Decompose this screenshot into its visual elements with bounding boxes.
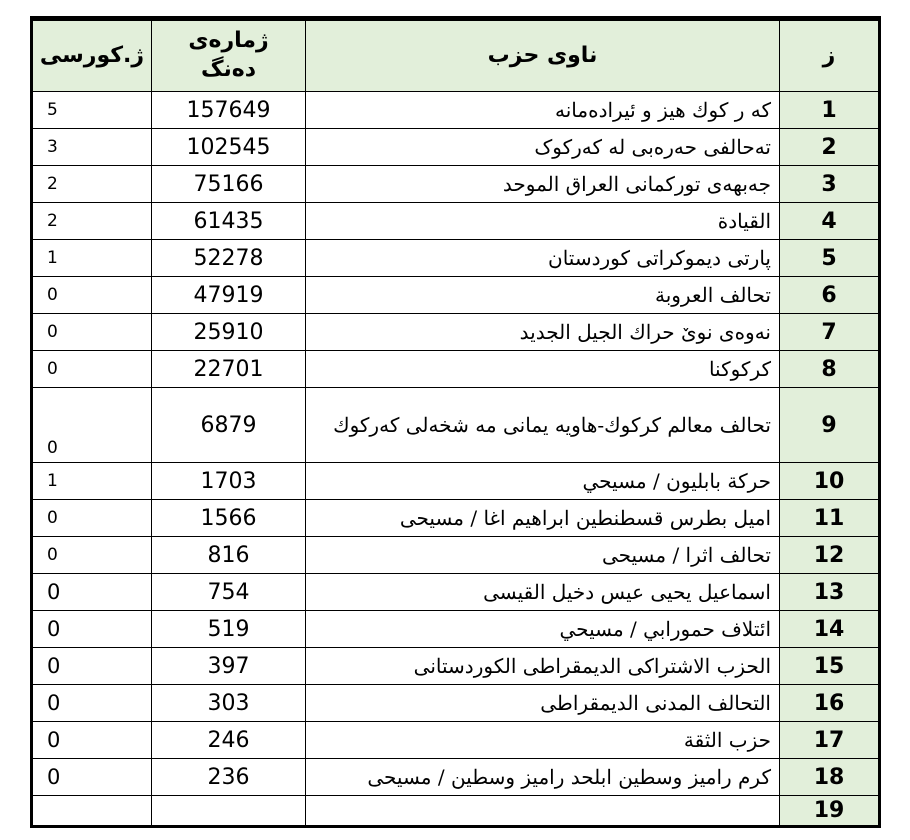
votes-cell[interactable]: 102545 xyxy=(152,129,306,166)
seats-cell[interactable]: 1 xyxy=(32,463,152,500)
seats-cell[interactable]: 0 xyxy=(32,388,152,463)
header-seats-cell[interactable]: ژ.كورسى xyxy=(32,19,152,92)
votes-cell[interactable]: 754 xyxy=(152,574,306,611)
party-name-cell[interactable]: حزب الثقة xyxy=(306,722,780,759)
seats-cell[interactable]: 1 xyxy=(32,240,152,277)
seats-cell[interactable]: 3 xyxy=(32,129,152,166)
party-name-cell[interactable]: پارتى ديموكراتى كوردستان xyxy=(306,240,780,277)
party-name-cell[interactable]: كرم راميز وسطين ابلحد راميز وسطين / مسيحى xyxy=(306,759,780,796)
row-number-cell[interactable]: 9 xyxy=(780,388,880,463)
party-name-cell[interactable]: اميل بطرس قسطنطين ابراهيم اغا / مسيحى xyxy=(306,500,780,537)
votes-cell[interactable]: 52278 xyxy=(152,240,306,277)
row-number-cell[interactable]: 6 xyxy=(780,277,880,314)
header-party-name-cell[interactable]: ناوی حزب xyxy=(306,19,780,92)
votes-cell[interactable]: 61435 xyxy=(152,203,306,240)
table-row xyxy=(32,796,880,827)
votes-cell[interactable]: 25910 xyxy=(152,314,306,351)
row-number-cell[interactable]: 16 xyxy=(780,685,880,722)
votes-cell[interactable]: 75166 xyxy=(152,166,306,203)
row-number-cell[interactable]: 13 xyxy=(780,574,880,611)
table-row xyxy=(32,463,880,500)
party-name-cell[interactable]: تەحالفى حەرەبى له كەركوک xyxy=(306,129,780,166)
row-number-cell[interactable]: 14 xyxy=(780,611,880,648)
table-row xyxy=(32,388,880,463)
table-row xyxy=(32,611,880,648)
table-row xyxy=(32,685,880,722)
row-number-cell[interactable]: 7 xyxy=(780,314,880,351)
row-number-cell[interactable]: 1 xyxy=(780,92,880,129)
party-name-cell[interactable]: تحالف معالم كركوك-هاويه يمانى مه شخەلى كەركوك xyxy=(306,388,780,463)
row-number-cell[interactable]: 12 xyxy=(780,537,880,574)
row-number-cell[interactable]: 8 xyxy=(780,351,880,388)
seats-cell[interactable]: 0 xyxy=(32,611,152,648)
seats-cell[interactable]: 0 xyxy=(32,685,152,722)
votes-cell[interactable]: 519 xyxy=(152,611,306,648)
votes-cell[interactable]: 236 xyxy=(152,759,306,796)
seats-cell[interactable]: 2 xyxy=(32,166,152,203)
seats-cell[interactable]: 0 xyxy=(32,759,152,796)
table-row xyxy=(32,277,880,314)
seats-cell[interactable]: 0 xyxy=(32,500,152,537)
row-number-cell[interactable]: 4 xyxy=(780,203,880,240)
votes-cell[interactable]: 303 xyxy=(152,685,306,722)
row-number-cell[interactable]: 5 xyxy=(780,240,880,277)
seats-cell[interactable]: 0 xyxy=(32,314,152,351)
votes-cell[interactable]: 47919 xyxy=(152,277,306,314)
party-name-cell[interactable]: التحالف المدنى الديمقراطى xyxy=(306,685,780,722)
row-number-cell[interactable]: 2 xyxy=(780,129,880,166)
votes-cell[interactable]: 6879 xyxy=(152,388,306,463)
table-row xyxy=(32,166,880,203)
party-name-cell[interactable]: نەوەى نوێ حراك الجيل الجديد xyxy=(306,314,780,351)
table-row xyxy=(32,240,880,277)
party-name-cell[interactable]: تحالف اثرا / مسيحى xyxy=(306,537,780,574)
votes-cell[interactable]: 246 xyxy=(152,722,306,759)
party-name-cell[interactable]: جەبهەى توركمانى العراق الموحد xyxy=(306,166,780,203)
party-name-cell[interactable]: كركوكنا xyxy=(306,351,780,388)
votes-cell[interactable]: 157649 xyxy=(152,92,306,129)
party-name-cell[interactable]: اسماعيل يحيى عيس دخيل القيسى xyxy=(306,574,780,611)
party-name-cell[interactable]: تحالف العروبة xyxy=(306,277,780,314)
seats-cell[interactable]: 0 xyxy=(32,277,152,314)
seats-cell[interactable]: 0 xyxy=(32,648,152,685)
row-number-cell[interactable]: 19 xyxy=(780,796,880,827)
table-row xyxy=(32,648,880,685)
table-row xyxy=(32,314,880,351)
table-row xyxy=(32,129,880,166)
table-row xyxy=(32,574,880,611)
votes-cell[interactable]: 816 xyxy=(152,537,306,574)
header-row xyxy=(32,19,880,92)
table-row xyxy=(32,759,880,796)
seats-cell[interactable]: 0 xyxy=(32,537,152,574)
header-index-cell[interactable]: ز xyxy=(780,19,880,92)
row-number-cell[interactable]: 18 xyxy=(780,759,880,796)
results-table xyxy=(30,16,881,828)
votes-cell[interactable]: 397 xyxy=(152,648,306,685)
seats-cell[interactable]: 5 xyxy=(32,92,152,129)
row-number-cell[interactable]: 3 xyxy=(780,166,880,203)
header-votes-cell[interactable] xyxy=(152,19,306,92)
table-row xyxy=(32,351,880,388)
seats-cell[interactable]: 2 xyxy=(32,203,152,240)
header-votes-label: ژمارەی دەنگ xyxy=(188,28,269,82)
table-row xyxy=(32,203,880,240)
row-number-cell[interactable]: 15 xyxy=(780,648,880,685)
table-row xyxy=(32,500,880,537)
table-row xyxy=(32,92,880,129)
votes-cell[interactable]: 1566 xyxy=(152,500,306,537)
party-name-cell[interactable]: ائتلاف حمورابي / مسيحي xyxy=(306,611,780,648)
party-name-cell[interactable]: حركة بابليون / مسيحي xyxy=(306,463,780,500)
seats-cell[interactable]: 0 xyxy=(32,574,152,611)
votes-cell[interactable]: 1703 xyxy=(152,463,306,500)
party-name-cell[interactable] xyxy=(306,796,780,827)
table-body xyxy=(32,92,880,827)
votes-cell[interactable] xyxy=(152,796,306,827)
seats-cell[interactable]: 0 xyxy=(32,722,152,759)
votes-cell[interactable]: 22701 xyxy=(152,351,306,388)
party-name-cell[interactable]: الحزب الاشتراكى الديمقراطى الكوردستانى xyxy=(306,648,780,685)
party-name-cell[interactable]: كه ر كوك هيز و ئيرادەمانه xyxy=(306,92,780,129)
seats-cell[interactable]: 0 xyxy=(32,351,152,388)
row-number-cell[interactable]: 10 xyxy=(780,463,880,500)
seats-cell[interactable] xyxy=(32,796,152,827)
table-row xyxy=(32,722,880,759)
party-name-cell[interactable]: القيادة xyxy=(306,203,780,240)
row-number-cell[interactable]: 17 xyxy=(780,722,880,759)
row-number-cell[interactable]: 11 xyxy=(780,500,880,537)
table-row xyxy=(32,537,880,574)
